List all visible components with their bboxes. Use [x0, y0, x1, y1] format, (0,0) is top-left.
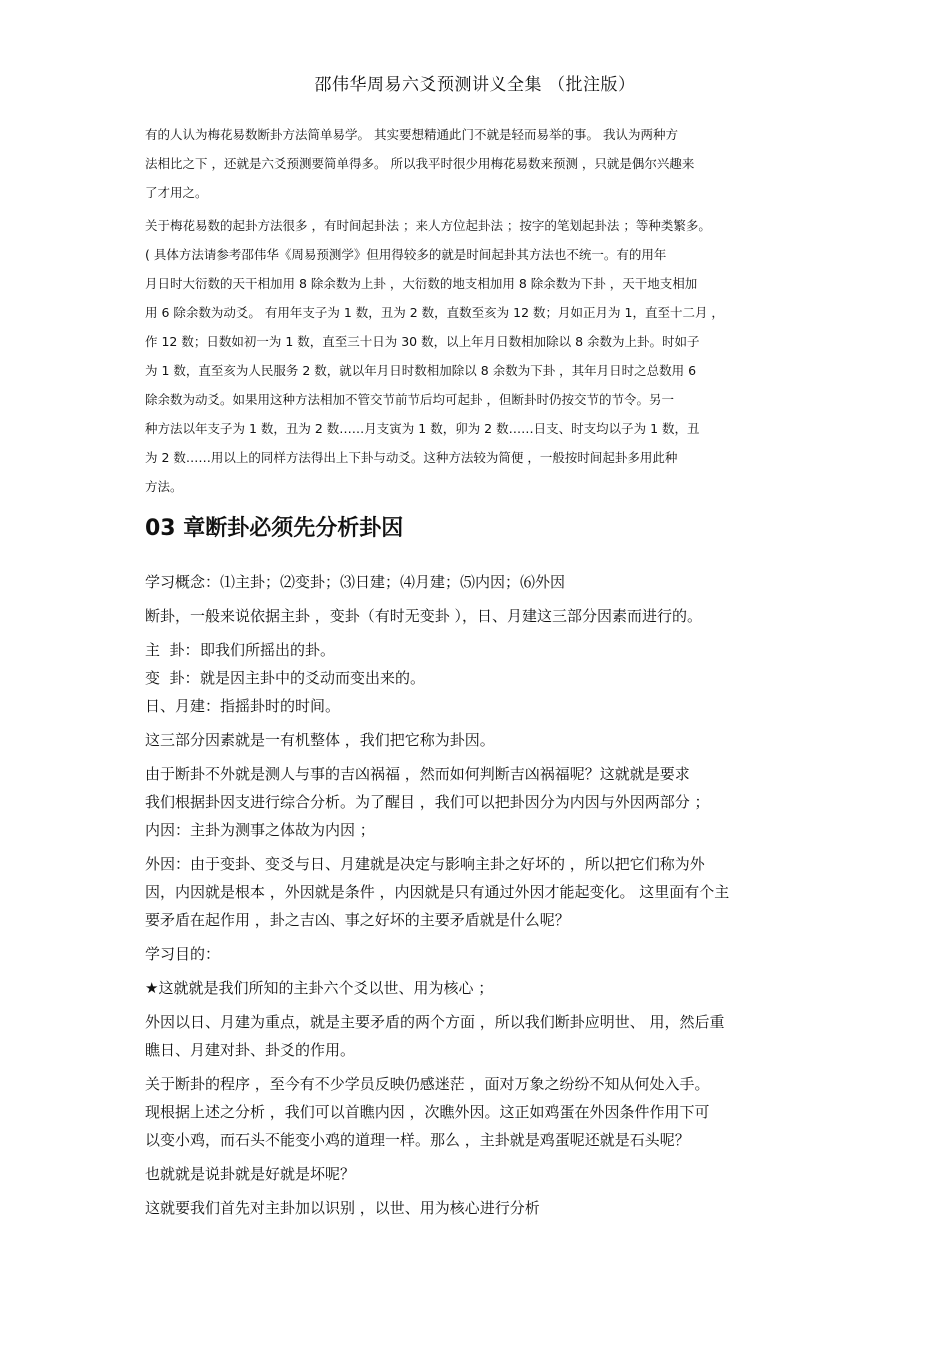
question-paragraph: 也就就是说卦就是好就是坏呢？ [145, 1165, 356, 1183]
definition-text: 即我们所摇出的卦。 [200, 641, 336, 659]
text-line: 外因以日、月建为重点，就是主要矛盾的两个方面 ，所以我们断卦应明世、 用，然后重 [145, 1013, 725, 1031]
text-line: 以变小鸡，而石头不能变小鸡的道理一样。那么 ，主卦就是鸡蛋呢还就是石头呢？ [145, 1131, 690, 1149]
text-line: 要矛盾在起作用 ，卦之吉凶、事之好坏的主要矛盾就是什么呢？ [145, 911, 570, 929]
text-line: 现根据上述之分析 ，我们可以首瞧内因 ，次瞧外因。这正如鸡蛋在外因条件作用下可 [145, 1103, 710, 1121]
star-line: ★这就就是我们所知的主卦六个爻以世、用为核心 ； [145, 979, 494, 997]
text-line: 月日时大衍数的天干相加用 8 除余数为上卦 ，大衍数的地支相加用 8 除余数为下卦 ，天干地支相加 [145, 276, 698, 291]
text-line: 作 12 数；日数如初一为 1 数，直至三十日为 30 数，以上年月日数相加除以 8 余数为上卦。时如子 [145, 334, 700, 349]
last-paragraph: 这就要我们首先对主卦加以识别 ，以世、用为核心进行分析 [145, 1199, 540, 1217]
intro-paragraph-1 [145, 120, 810, 207]
basis-paragraph: 断卦，一般来说依据主卦 ，变卦（有时无变卦 ），日、月建这三部分因素而进行的。 [145, 607, 703, 625]
text-line: 法相比之下 ，还就是六爻预测要简单得多。 所以我平时很少用梅花易数来预测 ，只就是偶尔兴趣来 [145, 156, 695, 171]
chapter-heading: 03 章断卦必须先分析卦因 [145, 516, 404, 541]
definition-main-hexagram [145, 636, 810, 664]
external-cause-paragraph [145, 850, 810, 934]
text-line: 瞧日、月建对卦、卦爻的作用。 [145, 1041, 356, 1059]
definition-term: 主 卦： [145, 641, 200, 659]
text-line: 由于断卦不外就是测人与事的吉凶祸福 ，然而如何判断吉凶祸福呢？这就就是要求 [145, 765, 690, 783]
text-line: 除余数为动爻。如果用这种方法相加不管交节前节后均可起卦 ，但断卦时仍按交节的节令。另一 [145, 392, 674, 407]
text-line: 了才用之。 [145, 185, 208, 200]
text-line: 为 2 数……用以上的同样方法得出上下卦与动爻。这种方法较为简便 ，一般按时间起卦多用此种 [145, 450, 678, 465]
analysis-paragraph [145, 760, 810, 844]
text-line: 我们根据卦因支进行综合分析。为了醒目 ，我们可以把卦因分为内因与外因两部分 ； [145, 793, 710, 811]
intro-paragraph-2 [145, 211, 810, 501]
text-line: 方法。 [145, 479, 183, 494]
text-line: 内因：主卦为测事之体故为内因 ； [145, 821, 375, 839]
definition-text: 就是因主卦中的爻动而变出来的。 [200, 669, 426, 687]
text-line: 关于梅花易数的起卦方法很多 ，有时间起卦法 ；来人方位起卦法 ；按字的笔划起卦法 ；等种类繁多。 [145, 218, 711, 233]
text-line: 有的人认为梅花易数断卦方法简单易学。 其实要想精通此门不就是轻而易举的事。 我认为两种方 [145, 127, 678, 142]
learning-concepts: 学习概念：⑴主卦；⑵变卦；⑶日建；⑷月建；⑸内因；⑹外因 [145, 573, 566, 591]
learning-goal-label: 学习目的： [145, 945, 221, 963]
focus-paragraph [145, 1008, 810, 1064]
definition-term: 变 卦： [145, 669, 200, 687]
whole-paragraph: 这三部分因素就是一有机整体 ，我们把它称为卦因。 [145, 731, 495, 749]
text-line: 用 6 除余数为动爻。 有用年支子为 1 数，丑为 2 数，直数至亥为 12 数；月如正月为 1，直至十二月 ， [145, 305, 724, 320]
text-line: 为 1 数，直至亥为人民服务 2 数，就以年月日时数相加除以 8 余数为下卦 ，其年月日时之总数用 6 [145, 363, 697, 378]
intro-section [145, 120, 810, 501]
text-line: 关于断卦的程序 ，至今有不少学员反映仍感迷茫 ，面对万象之纷纷不知从何处入手。 [145, 1075, 710, 1093]
text-line: 外因：由于变卦、变爻与日、月建就是决定与影响主卦之好坏的 ，所以把它们称为外 [145, 855, 705, 873]
definition-date: 日、月建：指摇卦时的时间。 [145, 697, 341, 715]
text-line: ( 具体方法请参考邵伟华《周易预测学》但用得较多的就是时间起卦其方法也不统一。有的用年 [145, 247, 667, 262]
chapter-section [145, 514, 810, 1228]
page-header-title: 邵伟华周易六爻预测讲义全集 （批注版） [314, 75, 636, 95]
text-line: 种方法以年支子为 1 数，丑为 2 数……月支寅为 1 数，卯为 2 数……日支、时支均以子为 1 数，丑 [145, 421, 700, 436]
text-line: 因，内因就是根本 ，外因就是条件 ，内因就是只有通过外因才能起变化。 这里面有个主 [145, 883, 730, 901]
definition-changed-hexagram [145, 664, 810, 692]
procedure-paragraph [145, 1070, 810, 1154]
